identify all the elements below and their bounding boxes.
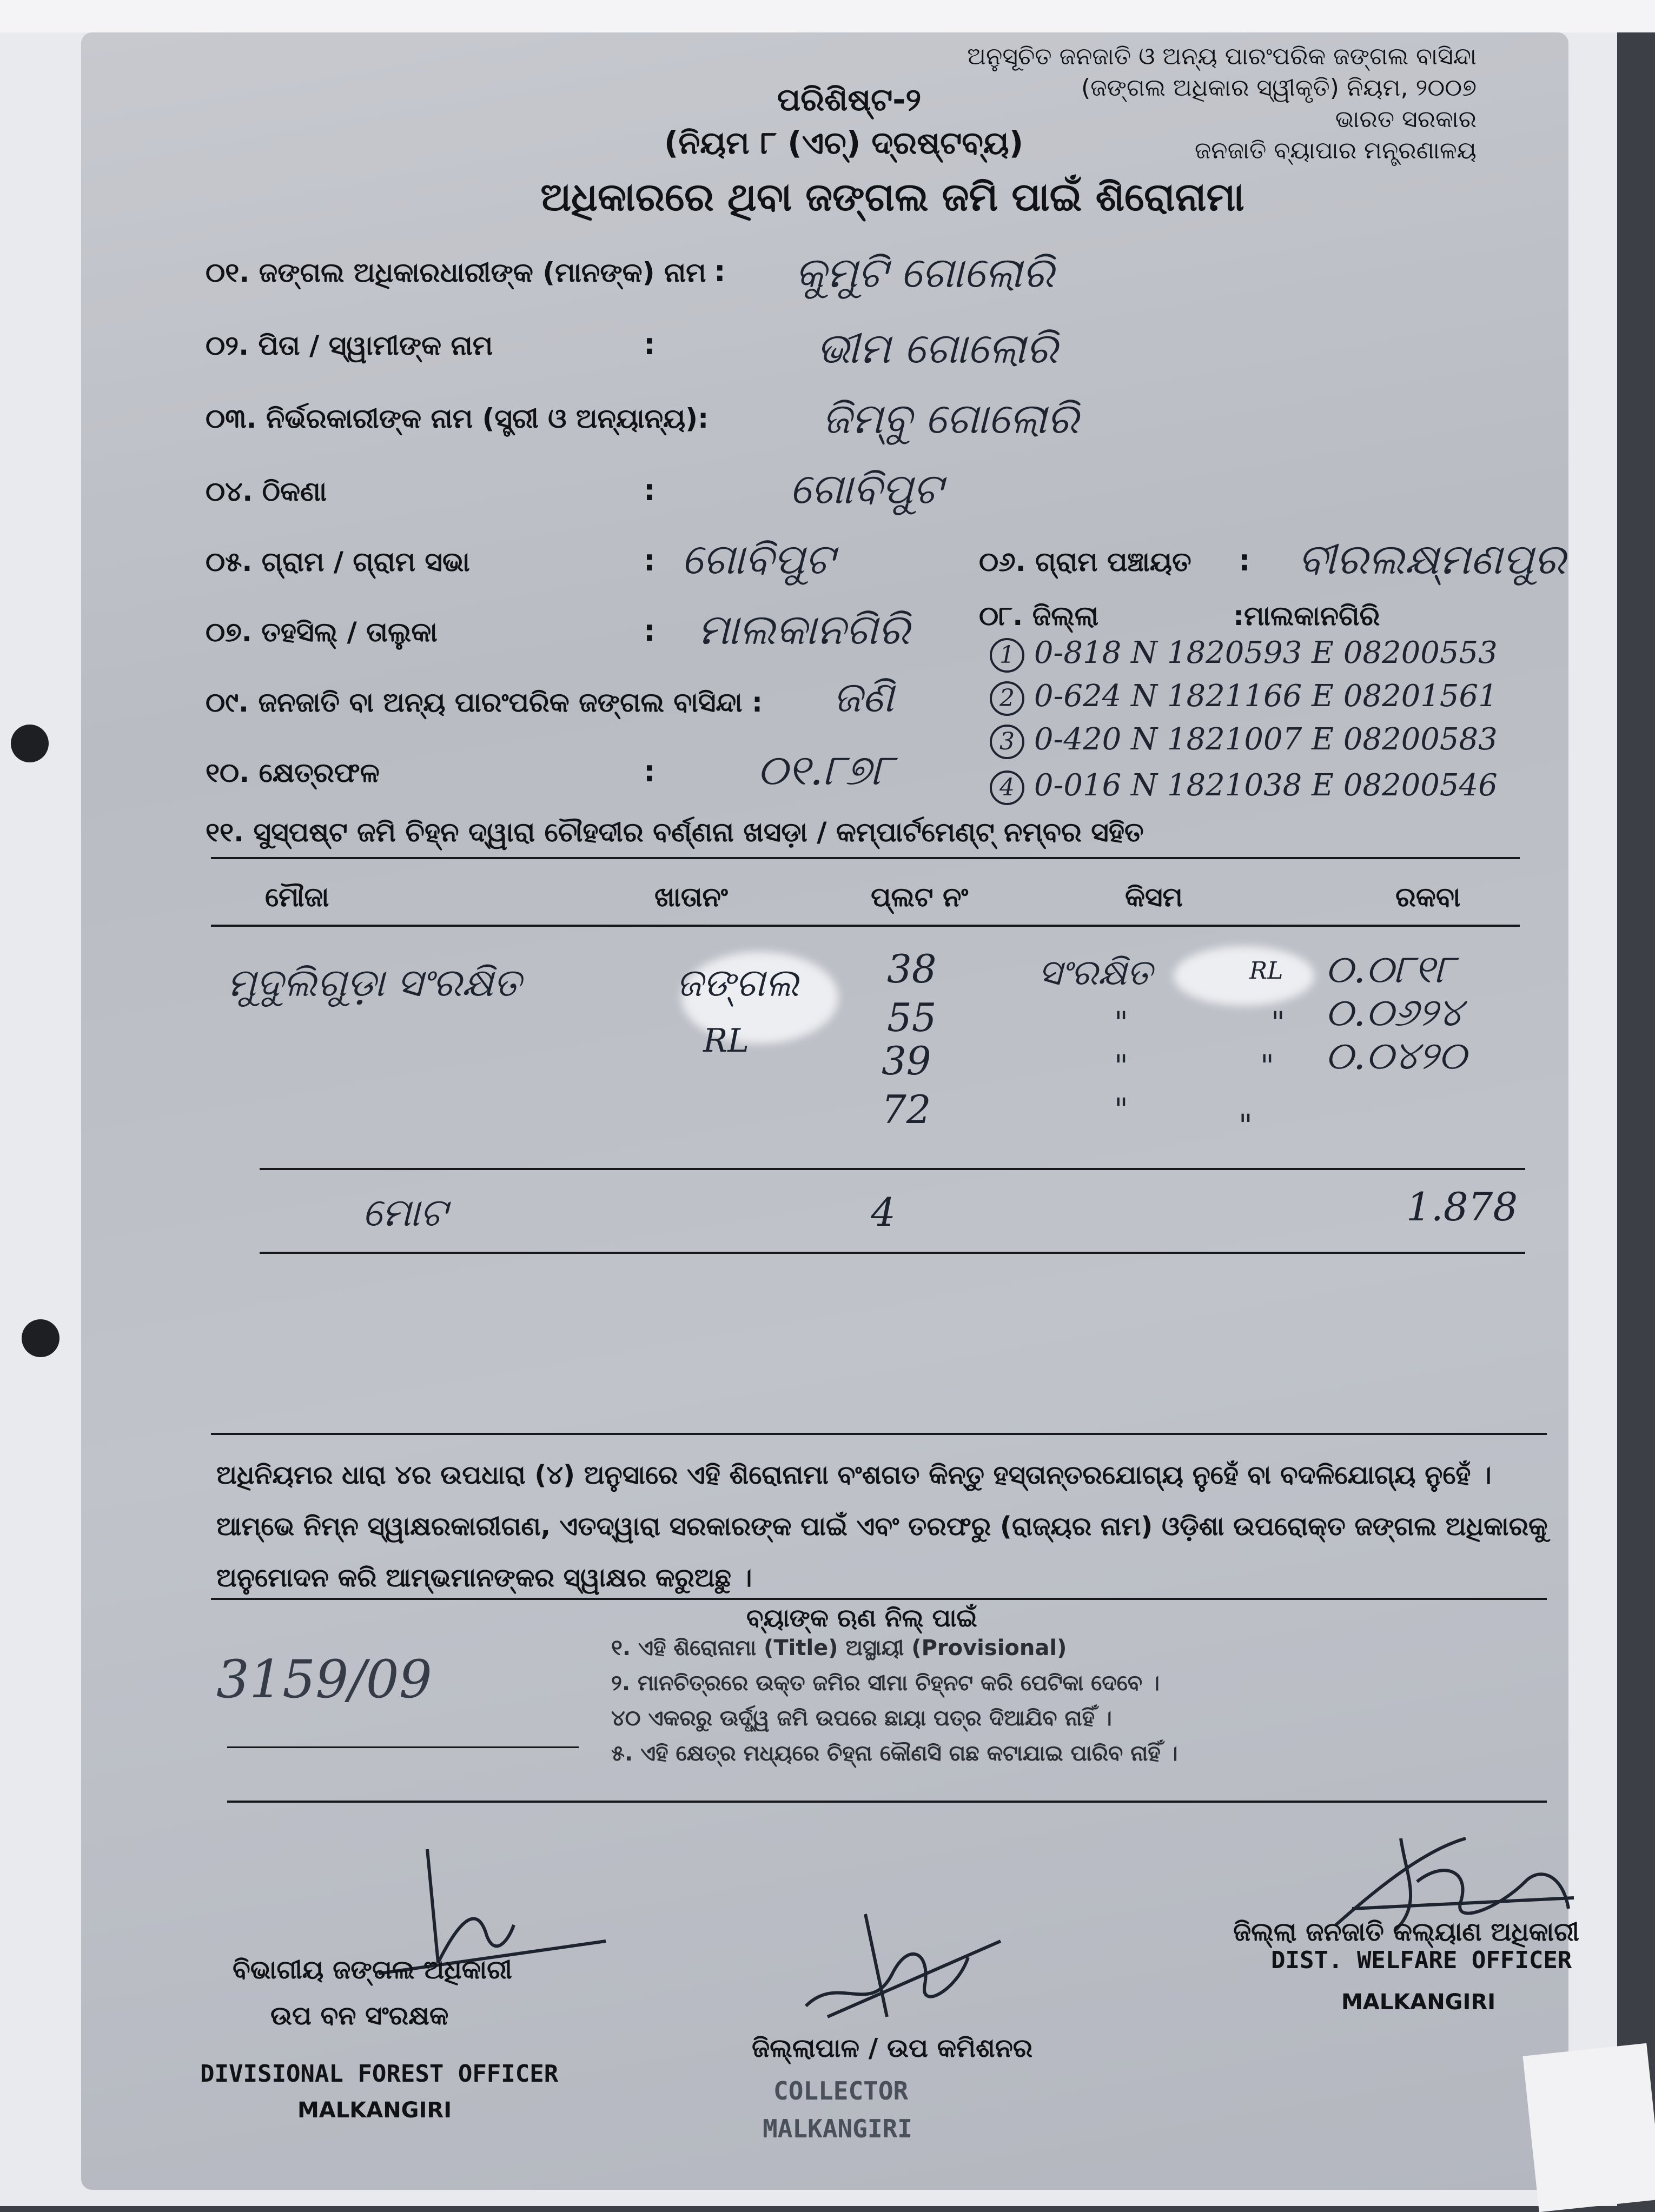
- table-total-area: 1.878: [1406, 1184, 1518, 1230]
- stamp-heading: ବ୍ୟାଙ୍କ ଋଣ ନିଲ୍ ପାଇଁ: [746, 1603, 977, 1632]
- gps-point: [990, 679, 1498, 716]
- binder-top-edge: [0, 0, 1655, 32]
- table-cell-plot: 39: [882, 1038, 931, 1084]
- field-value-district: :ମାଲକାନଗିରି: [1233, 600, 1380, 632]
- dfo-title-en: DIVISIONAL FOREST OFFICER: [200, 2060, 559, 2088]
- table-cell-ditto: RL: [1249, 957, 1283, 985]
- dfo-title-or: ବିଭାଗୀୟ ଜଙ୍ଗଲ ଅଧିକାରୀ: [233, 1955, 512, 1985]
- annexure-heading: ପରିଶିଷ୍ଟ-୨: [777, 81, 922, 118]
- welfare-officer-title-or: ଜିଲ୍ଲା ଜନଜାତି କଲ୍ୟାଣ ଅଧିକାରୀ: [1233, 1917, 1579, 1947]
- header-org-line: ଭାରତ ସରକାର: [1335, 105, 1477, 133]
- header-org-line: (ଜଙ୍ଗଲ ଅଧିକାର ସ୍ୱୀକୃତି) ନିୟମ, ୨୦୦୭: [1081, 74, 1477, 102]
- title-document: [81, 32, 1579, 2190]
- table-cell-kisam: ସଂରକ୍ଷିତ: [1038, 952, 1153, 993]
- field-value-holder-name: କୁମୁଟି ଗୋଲୋରି: [795, 249, 1055, 297]
- table-cell-plot: 55: [887, 995, 937, 1040]
- table-cell-mouza: ମୁଦୁଲିଗୁଡ଼ା ସଂରକ୍ଷିତ: [227, 960, 521, 1005]
- table-total-top-rule: [260, 1168, 1525, 1170]
- table-header-rule: [211, 925, 1520, 927]
- field-label-dependents: ୦୩. ନିର୍ଭରକାରୀଙ୍କ ନାମ (ସ୍ତ୍ରୀ ଓ ଅନ୍ୟାନ୍ୟ):: [206, 403, 709, 434]
- gps-point-text: 0-016 N 1821038 E 08200546: [1034, 768, 1498, 803]
- table-cell-ditto: ": [1239, 1108, 1253, 1144]
- gps-point: [990, 722, 1498, 759]
- field-value-panchayat: ବୀରଲକ୍ଷ୍ମଣପୁର: [1298, 535, 1566, 584]
- gps-point-text: 0-624 N 1821166 E 08201561: [1034, 679, 1498, 714]
- table-cell-plot: 38: [887, 946, 937, 992]
- field-value-tribe: ଜଣି: [833, 673, 894, 722]
- stamp-line: ୫. ଏହି କ୍ଷେତ୍ର ମଧ୍ୟରେ ଚିହ୍ନା କୌଣସି ଗଛ କଟାଯାଇ ପାରିବ ନାହିଁ ।: [611, 1741, 1178, 1766]
- table-bottom-rule: [260, 1252, 1525, 1254]
- gps-point-text: 0-818 N 1820593 E 08200553: [1034, 635, 1498, 670]
- field-value-address: ଗୋବିପୁଟ: [790, 465, 943, 514]
- table-cell-rakaba: ୦.୦୪୨୦: [1325, 1033, 1467, 1078]
- welfare-officer-location: MALKANGIRI: [1341, 1990, 1496, 2015]
- gps-point-number: 3: [990, 725, 1024, 759]
- field-value-area: ୦୧.୮୭୮: [757, 746, 893, 795]
- gps-point-number: 2: [990, 681, 1024, 716]
- declaration-bottom-rule: [211, 1598, 1547, 1600]
- table-cell-ditto: ": [1271, 1006, 1285, 1041]
- table-header-khata: ଖାତାନଂ: [654, 881, 728, 913]
- colon: :: [644, 614, 656, 648]
- gps-point-number: 1: [990, 638, 1024, 673]
- table-total-count: 4: [871, 1190, 896, 1235]
- punch-hole: [22, 1319, 59, 1357]
- field-label-tehsil: ୦୭. ତହସିଲ୍ / ତାଲୁକା: [206, 616, 438, 648]
- header-org-line: ଜନଜାତି ବ୍ୟାପାର ମନ୍ତ୍ରଣାଳୟ: [1194, 137, 1477, 164]
- table-cell-kisam: ": [1114, 1092, 1128, 1127]
- rule-reference: (ନିୟମ ୮ (ଏଚ୍) ଦ୍ରଷ୍ଟବ୍ୟ): [664, 124, 1024, 161]
- collector-location: MALKANGIRI: [763, 2114, 912, 2143]
- collector-title-or: ଜିଲ୍ଲାପାଳ / ଉପ କମିଶନର: [752, 2033, 1033, 2063]
- field-value-village: ଗୋବିପୁଟ: [681, 535, 835, 584]
- colon: :: [644, 754, 656, 788]
- field-value-father-name: ଭୀମ ଗୋଲୋରି: [817, 324, 1058, 373]
- table-cell-rakaba: ୦.୦୬୨୪: [1325, 989, 1463, 1035]
- field-value-dependents: ଜିମ୍ବୁ ଗୋଲୋରି: [822, 395, 1079, 443]
- field-label-father-name: ୦୨. ପିତା / ସ୍ୱାମୀଙ୍କ ନାମ: [206, 330, 493, 361]
- gps-point: [990, 635, 1498, 673]
- stamp-line: ୨. ମାନଚିତ୍ରରେ ଉକ୍ତ ଜମିର ସୀମା ଚିହ୍ନଟ କରି ପେଟିକା ଦେବେ ।: [611, 1671, 1160, 1696]
- field-label-area: ୧୦. କ୍ଷେତ୍ରଫଳ: [206, 757, 380, 788]
- dfo-location: MALKANGIRI: [297, 2098, 452, 2123]
- stamp-ref-number: 3159/09: [216, 1649, 432, 1710]
- field-label-panchayat: ୦୬. ଗ୍ରାମ ପଞ୍ଚାୟତ: [979, 546, 1191, 577]
- field-label-address: ୦୪. ଠିକଣା: [206, 476, 327, 507]
- table-header-plot: ପ୍ଲଟ ନଂ: [871, 881, 969, 913]
- paper-smudge: [1174, 946, 1314, 1006]
- table-cell-khata: ଜଙ୍ଗଲ: [676, 960, 799, 1005]
- header-org-line: ଅନୁସୂଚିତ ଜନଜାତି ଓ ଅନ୍ୟ ପାରଂପରିକ ଜଙ୍ଗଲ ବାସିନ୍ଦା: [967, 43, 1477, 70]
- field-label-holder-name: ୦୧. ଜଙ୍ଗଲ ଅଧିକାରଧାରୀଙ୍କ (ମାନଙ୍କ) ନାମ: [206, 257, 706, 288]
- table-cell-khata-sub: RL: [703, 1022, 750, 1060]
- gps-point: [990, 768, 1498, 805]
- table-header-rakaba: ରକବା: [1395, 881, 1461, 913]
- collector-title-en: COLLECTOR: [773, 2076, 909, 2105]
- stamp-line: ୪୦ ଏକରରୁ ଊର୍ଦ୍ଧ୍ୱ ଜମି ଉପରେ ଛାୟା ପତ୍ର ଦିଆଯିବ ନାହିଁ ।: [611, 1706, 1112, 1731]
- table-header-kisam: କିସମ: [1125, 881, 1183, 913]
- ref-underline: [227, 1746, 579, 1748]
- document-title: ଅଧିକାରରେ ଥିବା ଜଙ୍ଗଲ ଜମି ପାଇଁ ଶିରୋନାମା: [540, 174, 1244, 220]
- declaration-line: ଆମ୍ଭେ ନିମ୍ନ ସ୍ୱାକ୍ଷରକାରୀଗଣ, ଏତଦ୍ୱାରା ସରକାରଙ୍କ ପାଇଁ ଏବଂ ତରଫରୁ (ରାଜ୍ୟର ନାମ) ଓଡ଼ିଶା ଉପରୋକ୍ତ ଜଙ୍ଗଲ ଅଧିକାରକୁ: [216, 1511, 1548, 1542]
- colon: :: [644, 543, 656, 577]
- table-total-label: ମୋଟ: [362, 1190, 447, 1235]
- paper-corner: [1522, 2043, 1655, 2212]
- declaration-line: ଅନୁମୋଦନ କରି ଆମ୍ଭମାନଙ୍କର ସ୍ୱାକ୍ଷର କରୁଅଛୁ ।: [216, 1563, 752, 1593]
- table-cell-plot: 72: [882, 1087, 931, 1132]
- colon: :: [644, 473, 656, 507]
- field-label-tribe: ୦୯. ଜନଜାତି ବା ଅନ୍ୟ ପାରଂପରିକ ଜଙ୍ଗଲ ବାସିନ୍ଦା :: [206, 687, 763, 718]
- punch-hole: [11, 725, 49, 762]
- stamp-bottom-rule: [227, 1801, 1547, 1803]
- table-cell-kisam: ": [1114, 1049, 1128, 1084]
- colon: :: [644, 327, 656, 361]
- table-cell-rakaba: ୦.୦୮୧୮: [1325, 946, 1455, 992]
- table-cell-kisam: ": [1114, 1006, 1128, 1041]
- dfo-subtitle-or: ଉପ ବନ ସଂରକ୍ଷକ: [270, 2001, 449, 2031]
- colon: :: [1239, 543, 1250, 577]
- gps-point-number: 4: [990, 770, 1024, 805]
- welfare-officer-title-en: DIST. WELFARE OFFICER: [1271, 1947, 1572, 1974]
- declaration-line: ଅଧିନିୟମର ଧାରା ୪ର ଉପଧାରା (୪) ଅନୁସାରେ ଏହି ଶିରୋନାମା ବଂଶଗତ କିନ୍ତୁ ହସ୍ତାନ୍ତରଯୋଗ୍ୟ ନୁହେଁ ବା ବଦଳିଯୋଗ୍ୟ ନୁହେଁ ।: [216, 1460, 1492, 1490]
- colon: :: [714, 254, 726, 288]
- field-label-district: ୦୮. ଜିଲ୍ଲା: [979, 600, 1099, 632]
- field-label-village: ୦୫. ଗ୍ରାମ / ଗ୍ରାମ ସଭା: [206, 546, 470, 577]
- section-11-heading: ୧୧. ସୁସ୍ପଷ୍ଟ ଜମି ଚିହ୍ନ ଦ୍ୱାରା ଚୌହଦୀର ବର୍ଣ୍ଣନା ଖସଡ଼ା / କମ୍ପାର୍ଟମେଣ୍ଟ୍ ନମ୍ବର ସହିତ: [206, 816, 1144, 848]
- table-cell-ditto: ": [1260, 1049, 1274, 1084]
- collector-signature: [795, 1909, 1022, 2028]
- table-top-rule: [211, 857, 1520, 859]
- stamp-line: ୧. ଏହି ଶିରୋନାମା (Title) ଅସ୍ଥାୟୀ (Provisional): [611, 1636, 1067, 1660]
- declaration-top-rule: [211, 1433, 1547, 1435]
- table-header-mouza: ମୌଜା: [265, 881, 329, 913]
- field-value-tehsil: ମାଲକାନଗିରି: [698, 606, 910, 654]
- gps-point-text: 0-420 N 1821007 E 08200583: [1034, 722, 1498, 757]
